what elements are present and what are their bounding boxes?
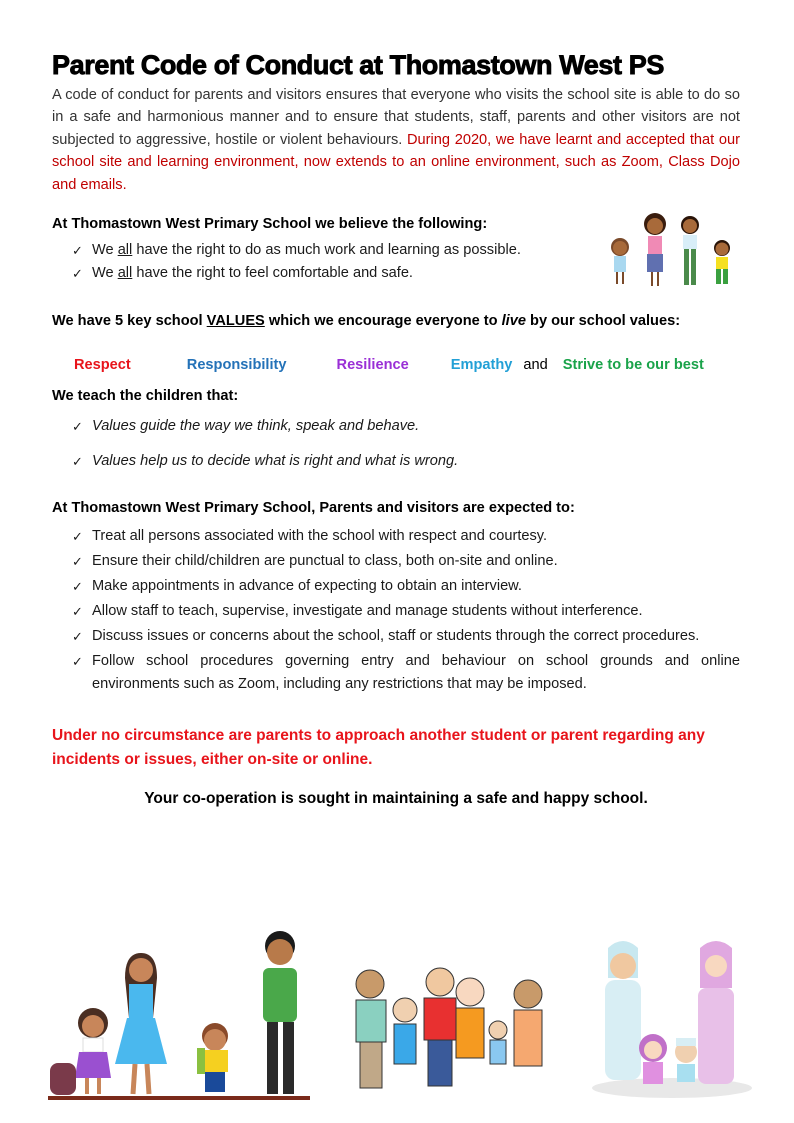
check-icon: ✓ bbox=[72, 554, 83, 570]
boy-in-cap bbox=[675, 1038, 697, 1082]
list-item: ✓ We all have the right to do as much work and learning as possible. bbox=[72, 239, 740, 262]
list-item: ✓ Values guide the way we think, speak and behave. bbox=[72, 415, 740, 438]
extended-family-illustration bbox=[350, 962, 555, 1092]
intro-paragraph bbox=[52, 84, 740, 196]
mother bbox=[456, 978, 484, 1058]
warning-text: Under no circumstance are parents to approach another student or parent regarding any incidents or issues, either on-site or online. bbox=[52, 727, 705, 769]
document-page bbox=[52, 48, 740, 808]
check-icon: ✓ bbox=[72, 579, 83, 595]
values-heading: We have 5 key school VALUES which we encourage everyone to live by our school values: bbox=[52, 313, 681, 330]
girl bbox=[393, 998, 417, 1064]
intro-highlight: During 2020, we have learnt and accepted that our school site and learning environment, now extends to an online environment, such as Zoom, Class Dojo and emails. bbox=[52, 131, 740, 193]
check-icon: ✓ bbox=[72, 654, 83, 670]
list-item: ✓ Follow school procedures governing entry and behaviour on school grounds and online environments such as Zoom, including any restrictions that may be imposed. bbox=[72, 650, 740, 696]
woman-figure bbox=[644, 213, 666, 286]
value-strive: Strive to be our best bbox=[562, 357, 704, 374]
check-icon: ✓ bbox=[72, 529, 83, 545]
intro-text: A code of conduct for parents and visitors ensures that everyone who visits the school site is able to do so in a safe and harmonious manner and to ensure that students, staff, parents and other visitors are not subjected to aggressive, hostile or violent behaviours. bbox=[52, 87, 740, 148]
value-resilience: Resilience bbox=[336, 357, 409, 374]
girl-figure bbox=[611, 238, 629, 284]
check-icon: ✓ bbox=[72, 266, 83, 282]
values-and: and bbox=[523, 357, 548, 374]
check-icon: ✓ bbox=[72, 604, 83, 620]
grandmother bbox=[514, 980, 542, 1066]
children-group-illustration bbox=[600, 210, 740, 290]
list-item: ✓ Values help us to decide what is right and what is wrong. bbox=[72, 450, 740, 473]
beliefs-heading: At Thomastown West Primary School we believe the following: bbox=[52, 216, 488, 233]
expectations-list bbox=[52, 525, 740, 696]
values-row bbox=[52, 357, 740, 373]
grandfather bbox=[356, 970, 386, 1088]
list-item: ✓ Discuss issues or concerns about the school, staff or students through the correct procedures. bbox=[72, 625, 740, 648]
mother bbox=[115, 953, 167, 1094]
mother-in-purple bbox=[698, 941, 734, 1084]
list-item: ✓ Allow staff to teach, supervise, investigate and manage students without interference. bbox=[72, 600, 740, 623]
check-icon: ✓ bbox=[72, 629, 83, 645]
father-with-baby bbox=[424, 968, 456, 1086]
list-item: ✓ Make appointments in advance of expecting to obtain an interview. bbox=[72, 575, 740, 598]
closing-text: Your co-operation is sought in maintaining a safe and happy school. bbox=[144, 790, 648, 808]
check-icon: ✓ bbox=[72, 454, 83, 470]
value-respect: Respect bbox=[74, 357, 131, 374]
check-icon: ✓ bbox=[72, 243, 83, 259]
boy-with-bag bbox=[197, 1023, 228, 1092]
family-walking-illustration bbox=[45, 928, 310, 1100]
value-empathy: Empathy bbox=[450, 357, 513, 374]
page-title: Parent Code of Conduct at Thomastown West PS bbox=[52, 50, 664, 80]
small-boy-figure bbox=[714, 240, 730, 284]
list-item: ✓ Ensure their child/children are punctual to class, both on-site and online. bbox=[72, 550, 740, 573]
list-item: ✓ We all have the right to feel comfortable and safe. bbox=[72, 262, 740, 285]
father bbox=[263, 931, 297, 1094]
teach-heading: We teach the children that: bbox=[52, 388, 239, 405]
boy-figure bbox=[681, 216, 699, 285]
girl-in-purple bbox=[639, 1034, 667, 1084]
father-in-white-robe bbox=[605, 941, 641, 1080]
list-item: ✓ Treat all persons associated with the school with respect and courtesy. bbox=[72, 525, 740, 548]
boy bbox=[489, 1021, 507, 1064]
expectations-heading: At Thomastown West Primary School, Parents and visitors are expected to: bbox=[52, 500, 575, 517]
check-icon: ✓ bbox=[72, 419, 83, 435]
family-traditional-dress-illustration bbox=[590, 928, 755, 1100]
teach-list bbox=[52, 415, 740, 473]
value-responsibility: Responsibility bbox=[186, 357, 287, 374]
girl-with-backpack bbox=[50, 1008, 111, 1095]
